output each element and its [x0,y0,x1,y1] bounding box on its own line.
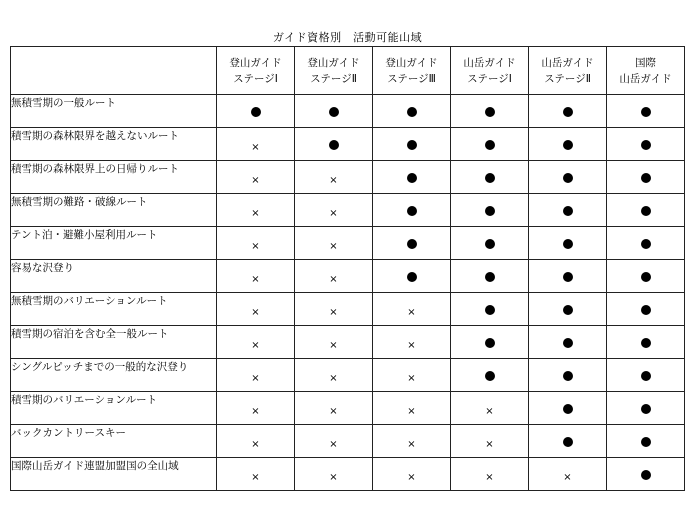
not-allowed-cross-icon: × [485,438,494,450]
not-allowed-cross-icon: × [329,174,338,186]
allowed-dot-icon [641,338,651,348]
not-allowed-cross-icon: × [329,438,338,450]
mark-cell [529,161,607,194]
table-row [11,392,685,425]
allowed-dot-icon [563,371,573,381]
not-allowed-cross-icon: × [407,339,416,351]
not-allowed-cross-icon: × [329,372,338,384]
not-allowed-cross-icon: × [251,372,260,384]
mark-cell [373,194,451,227]
mark-cell [217,260,295,293]
allowed-dot-icon [485,371,495,381]
mark-cell [607,458,685,491]
allowed-dot-icon [641,140,651,150]
allowed-dot-icon [485,338,495,348]
table-row [11,326,685,359]
mark-cell [451,194,529,227]
mark-cell [295,95,373,128]
allowed-dot-icon [641,437,651,447]
row-label: 無積雪期の難路・破線ルート [11,194,217,227]
not-allowed-cross-icon: × [251,141,260,153]
row-label: バックカントリースキー [11,425,217,458]
mark-cell [529,227,607,260]
column-header-line2: ステージⅠ [233,72,278,85]
not-allowed-cross-icon: × [407,372,416,384]
mark-cell [217,458,295,491]
allowed-dot-icon [329,140,339,150]
mark-cell [295,293,373,326]
not-allowed-cross-icon: × [251,240,260,252]
mark-cell [451,227,529,260]
allowed-dot-icon [407,239,417,249]
allowed-dot-icon [251,107,261,117]
allowed-dot-icon [641,107,651,117]
not-allowed-cross-icon: × [329,207,338,219]
table-row [11,227,685,260]
allowed-dot-icon [563,305,573,315]
column-header-mountain-guide-stage-2 [295,47,373,95]
mark-cell [295,425,373,458]
mark-cell [373,128,451,161]
not-allowed-cross-icon: × [407,471,416,483]
mark-cell [373,95,451,128]
allowed-dot-icon [485,272,495,282]
allowed-dot-icon [563,272,573,282]
mark-cell [529,95,607,128]
not-allowed-cross-icon: × [329,240,338,252]
not-allowed-cross-icon: × [329,339,338,351]
mark-cell [217,359,295,392]
mark-cell [217,425,295,458]
mark-cell [529,128,607,161]
not-allowed-cross-icon: × [407,438,416,450]
mark-cell [217,128,295,161]
mark-cell [295,326,373,359]
mark-cell [295,359,373,392]
mark-cell [373,161,451,194]
mark-cell [295,128,373,161]
mark-cell [217,392,295,425]
not-allowed-cross-icon: × [251,174,260,186]
row-label: 積雪期の森林限界を越えないルート [11,128,217,161]
not-allowed-cross-icon: × [251,438,260,450]
mark-cell [373,260,451,293]
allowed-dot-icon [485,107,495,117]
mark-cell [529,293,607,326]
allowed-dot-icon [641,206,651,216]
mark-cell [217,161,295,194]
mark-cell [217,227,295,260]
column-header-alpine-guide-stage-1 [451,47,529,95]
mark-cell [295,194,373,227]
allowed-dot-icon [641,305,651,315]
row-label: 積雪期の宿泊を含む全一般ルート [11,326,217,359]
table-row [11,260,685,293]
table-row [11,359,685,392]
mark-cell [529,458,607,491]
mark-cell [451,458,529,491]
column-header-line1: 登山ガイド [307,56,360,69]
mark-cell [451,293,529,326]
allowed-dot-icon [407,272,417,282]
table-row [11,194,685,227]
mark-cell [373,392,451,425]
not-allowed-cross-icon: × [485,471,494,483]
allowed-dot-icon [485,305,495,315]
mark-cell [295,161,373,194]
allowed-dot-icon [563,140,573,150]
mark-cell [217,293,295,326]
mark-cell [607,359,685,392]
guide-qualification-table [10,46,685,491]
mark-cell [451,392,529,425]
table-row [11,293,685,326]
allowed-dot-icon [407,140,417,150]
mark-cell [373,359,451,392]
row-label: 積雪期の森林限界上の日帰りルート [11,161,217,194]
allowed-dot-icon [641,470,651,480]
not-allowed-cross-icon: × [563,471,572,483]
allowed-dot-icon [485,173,495,183]
column-header-line2: ステージⅡ [310,72,357,85]
table-row [11,128,685,161]
allowed-dot-icon [641,371,651,381]
row-label: 無積雪期のバリエーションルート [11,293,217,326]
mark-cell [529,392,607,425]
header-row [11,47,685,95]
allowed-dot-icon [563,206,573,216]
mark-cell [373,458,451,491]
column-header-mountain-guide-stage-3 [373,47,451,95]
not-allowed-cross-icon: × [251,207,260,219]
table-row [11,95,685,128]
not-allowed-cross-icon: × [407,306,416,318]
allowed-dot-icon [641,404,651,414]
allowed-dot-icon [563,437,573,447]
table-row [11,425,685,458]
mark-cell [217,95,295,128]
mark-cell [529,194,607,227]
allowed-dot-icon [563,107,573,117]
mark-cell [451,128,529,161]
mark-cell [373,293,451,326]
not-allowed-cross-icon: × [329,405,338,417]
allowed-dot-icon [563,239,573,249]
allowed-dot-icon [485,206,495,216]
mark-cell [607,392,685,425]
mark-cell [607,95,685,128]
not-allowed-cross-icon: × [485,405,494,417]
mark-cell [373,227,451,260]
mark-cell [373,326,451,359]
column-header-line1: 登山ガイド [229,56,282,69]
not-allowed-cross-icon: × [251,405,260,417]
not-allowed-cross-icon: × [329,471,338,483]
table-body [11,95,685,491]
not-allowed-cross-icon: × [251,306,260,318]
mark-cell [451,425,529,458]
mark-cell [607,227,685,260]
column-header-line2: ステージⅢ [387,72,436,85]
allowed-dot-icon [641,173,651,183]
table-row [11,458,685,491]
mark-cell [607,128,685,161]
allowed-dot-icon [407,173,417,183]
mark-cell [607,326,685,359]
not-allowed-cross-icon: × [251,471,260,483]
not-allowed-cross-icon: × [407,405,416,417]
allowed-dot-icon [563,404,573,414]
allowed-dot-icon [485,140,495,150]
row-label: シングルピッチまでの一般的な沢登り [11,359,217,392]
column-header-line2: 山岳ガイド [619,72,672,85]
mark-cell [217,194,295,227]
mark-cell [451,260,529,293]
row-label: 国際山岳ガイド連盟加盟国の全山域 [11,458,217,491]
mark-cell [607,161,685,194]
corner-cell [11,47,217,95]
mark-cell [373,425,451,458]
not-allowed-cross-icon: × [329,306,338,318]
column-header-line1: 山岳ガイド [463,56,516,69]
row-label: 無積雪期の一般ルート [11,95,217,128]
row-label: 積雪期のバリエーションルート [11,392,217,425]
mark-cell [529,359,607,392]
mark-cell [451,161,529,194]
mark-cell [607,260,685,293]
row-label: テント泊・避難小屋利用ルート [11,227,217,260]
table-row [11,161,685,194]
column-header-mountain-guide-stage-1 [217,47,295,95]
mark-cell [451,95,529,128]
mark-cell [607,425,685,458]
mark-cell [607,194,685,227]
mark-cell [607,293,685,326]
allowed-dot-icon [563,338,573,348]
column-header-line1: 登山ガイド [385,56,438,69]
allowed-dot-icon [407,206,417,216]
column-header-international-guide [607,47,685,95]
column-header-line1: 山岳ガイド [541,56,594,69]
allowed-dot-icon [641,239,651,249]
mark-cell [295,392,373,425]
mark-cell [529,326,607,359]
allowed-dot-icon [563,173,573,183]
mark-cell [295,458,373,491]
not-allowed-cross-icon: × [329,273,338,285]
mark-cell [217,326,295,359]
mark-cell [295,260,373,293]
mark-cell [451,326,529,359]
not-allowed-cross-icon: × [251,273,260,285]
column-header-line1: 国際 [635,56,656,69]
allowed-dot-icon [641,272,651,282]
mark-cell [451,359,529,392]
allowed-dot-icon [407,107,417,117]
mark-cell [529,260,607,293]
column-header-alpine-guide-stage-2 [529,47,607,95]
mark-cell [529,425,607,458]
column-header-line2: ステージⅠ [467,72,512,85]
allowed-dot-icon [329,107,339,117]
row-label: 容易な沢登り [11,260,217,293]
allowed-dot-icon [485,239,495,249]
not-allowed-cross-icon: × [251,339,260,351]
table-title: ガイド資格別 活動可能山域 [272,31,423,44]
mark-cell [295,227,373,260]
column-header-line2: ステージⅡ [544,72,591,85]
